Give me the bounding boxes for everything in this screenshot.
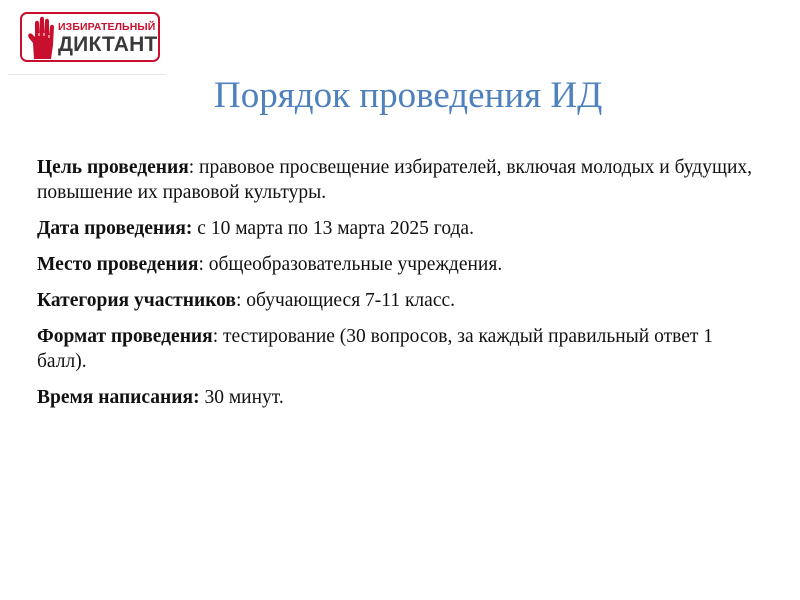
- slide-title: Порядок проведения ИД: [214, 75, 603, 116]
- info-label: Время написания:: [37, 387, 200, 408]
- info-item-place: [37, 252, 767, 277]
- logo: [20, 12, 166, 68]
- slide-content: [37, 155, 767, 421]
- info-label: Формат проведения: [37, 326, 213, 347]
- raised-hand-icon: [25, 16, 55, 60]
- info-text: : общеобразовательные учреждения.: [198, 254, 503, 275]
- logo-text-top: ИЗБИРАТЕЛЬНЫЙ: [58, 21, 156, 33]
- info-text: с 10 марта по 13 марта 2025 года.: [192, 218, 474, 239]
- info-label: Дата проведения:: [37, 218, 193, 239]
- info-item-participants: [37, 288, 767, 313]
- info-item-date: [37, 216, 767, 241]
- info-text: : тестирование (30 вопросов, за каждый правильный ответ 1 балл).: [37, 326, 714, 372]
- info-text: : правовое просвещение избирателей, включая молодых и будущих, повышение их правовой культуры.: [37, 157, 753, 203]
- info-text: : обучающиеся 7-11 класс.: [235, 290, 456, 311]
- info-label: Категория участников: [37, 290, 236, 311]
- info-label: Цель проведения: [37, 157, 189, 178]
- info-item-format: [37, 324, 767, 374]
- logo-frame: [20, 12, 160, 62]
- info-item-goal: [37, 155, 767, 205]
- info-item-duration: [37, 385, 767, 410]
- header-divider: [8, 74, 166, 75]
- logo-text-bottom: ДИКТАНТ: [58, 33, 158, 56]
- info-label: Место проведения: [37, 254, 199, 275]
- info-text: 30 минут.: [199, 387, 284, 408]
